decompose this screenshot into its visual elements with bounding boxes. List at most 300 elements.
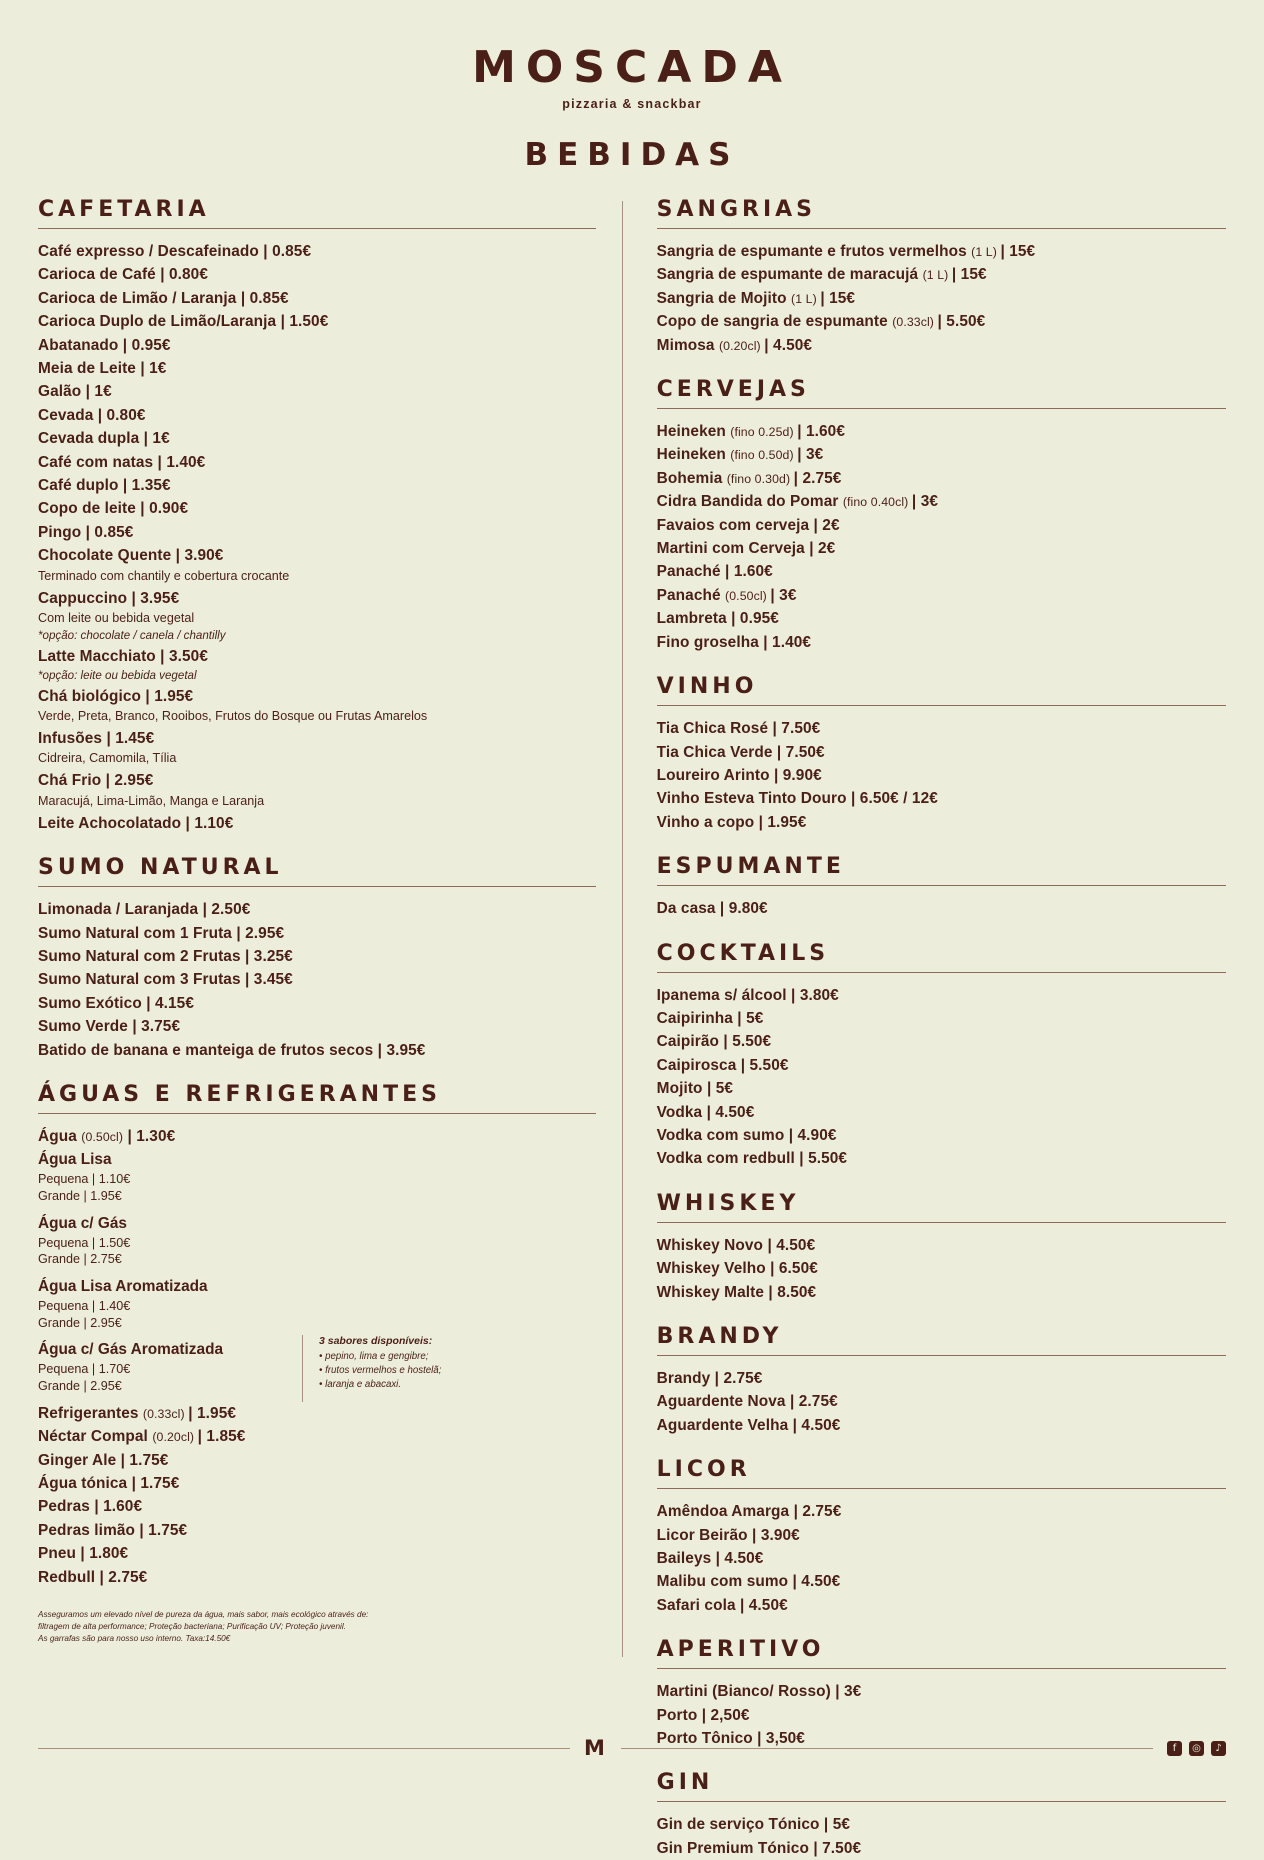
- list-item: [38, 404, 596, 427]
- item-text: Café expresso / Descafeinado | 0.85€: [38, 243, 312, 260]
- item-price: | 1.30€: [127, 1127, 176, 1145]
- section-rule: [657, 408, 1226, 409]
- item-name: Mojito: [656, 1080, 707, 1098]
- section-title: SUMO NATURAL: [38, 855, 283, 881]
- item-price: | 2.75€: [793, 469, 842, 487]
- item-name: Água c/ Gás Aromatizada: [38, 1341, 224, 1359]
- item-price: | 2.75€: [793, 1503, 842, 1521]
- item-name: Panaché: [656, 586, 726, 604]
- item-price: | 4.50€: [739, 1596, 788, 1614]
- list-item: [657, 240, 1226, 263]
- item-name: Loureiro Arinto: [656, 766, 774, 784]
- section-rule: [38, 886, 596, 887]
- item-text: Carioca Duplo de Limão/Laranja | 1.50€: [38, 313, 329, 331]
- item-text: Sumo Exótico | 4.15€: [38, 994, 194, 1012]
- item-price: | 3,50€: [757, 1730, 805, 1748]
- section-sumo-natural: [38, 855, 596, 1062]
- item-name: Cidra Bandida do Pomar: [656, 493, 843, 511]
- facebook-icon[interactable]: f: [1167, 1741, 1182, 1756]
- item-price: | 5.50€: [740, 1056, 789, 1074]
- item-text: Sumo Natural com 1 Fruta | 2.95€: [38, 924, 285, 942]
- list-item: [38, 992, 596, 1015]
- list-item: [38, 521, 596, 544]
- section-vinho: [657, 674, 1226, 834]
- page-footer: [38, 1736, 1226, 1760]
- list-item: [657, 741, 1226, 764]
- item-name: Caipirão: [656, 1033, 724, 1051]
- water-footnote: [38, 1609, 596, 1645]
- item-price: | 1.40€: [763, 633, 812, 651]
- item-text: Galão | 1€: [38, 383, 112, 401]
- list-item: [38, 427, 596, 450]
- item-text: Pingo | 0.85€: [38, 523, 134, 541]
- item-name: Tia Chica Rosé: [656, 720, 773, 738]
- item-name: Brandy: [656, 1370, 715, 1387]
- item-name: Porto: [656, 1706, 702, 1724]
- item-name: Heineken: [656, 446, 731, 464]
- item-size: (fino 0.25d): [730, 425, 798, 440]
- list-item: [38, 1402, 596, 1425]
- section-title: LICOR: [656, 1457, 751, 1483]
- section-title: BRANDY: [656, 1324, 783, 1349]
- list-item: [657, 560, 1226, 583]
- list-item: [657, 1257, 1226, 1280]
- item-name: Malibu com sumo: [656, 1573, 793, 1591]
- flavours-note: [302, 1335, 441, 1402]
- section-title: VINHO: [656, 674, 758, 700]
- item-price: | 15€: [820, 289, 856, 307]
- item-size: (0.50cl): [81, 1129, 124, 1144]
- list-item: [657, 897, 1226, 920]
- list-item: [657, 1007, 1226, 1030]
- item-price: | 1.95€: [758, 813, 807, 831]
- list-item: [38, 1472, 596, 1495]
- item-name: Vinho Esteva Tinto Douro: [656, 790, 851, 808]
- item-price: | 3€: [911, 493, 939, 511]
- item-name: Mimosa: [656, 336, 719, 354]
- item-price: | 2.75€: [714, 1370, 763, 1387]
- item-price: | 4.90€: [788, 1126, 837, 1144]
- item-size: (0.50cl): [725, 588, 771, 603]
- item-price: | 5€: [706, 1080, 734, 1098]
- item-size: (0.20cl): [718, 338, 765, 353]
- item-price: | 1.80€: [80, 1545, 129, 1563]
- footer-rule-right: [621, 1748, 1153, 1749]
- list-item: [657, 811, 1226, 834]
- item-name: Aguardente Nova: [656, 1393, 790, 1411]
- item-name: Ginger Ale: [38, 1451, 121, 1469]
- item-price: | 7.50€: [776, 743, 825, 761]
- item-price: | 4.50€: [715, 1550, 764, 1568]
- section-rule: [657, 705, 1226, 706]
- item-price: | 2.75€: [99, 1568, 148, 1586]
- item-name: Pneu: [38, 1545, 81, 1563]
- list-item: [38, 263, 596, 286]
- item-name: Caipirinha: [656, 1009, 738, 1027]
- list-item: [38, 898, 596, 921]
- list-item: [657, 607, 1226, 630]
- item-price: | 9.90€: [773, 766, 822, 784]
- item-text: Sumo Verde | 3.75€: [38, 1018, 181, 1036]
- item-price: | 3.90€: [752, 1526, 800, 1544]
- list-item: [38, 451, 596, 474]
- list-item: [657, 717, 1226, 740]
- list-item: [38, 357, 596, 380]
- list-item: [657, 1414, 1226, 1437]
- item-text: Infusões | 1.45€: [38, 729, 155, 747]
- list-item: [38, 587, 596, 610]
- list-item: [38, 380, 596, 403]
- list-item: [38, 685, 596, 708]
- item-price: | 15€: [951, 266, 987, 284]
- section-whiskey: [657, 1191, 1226, 1304]
- list-item: [657, 1101, 1226, 1124]
- note-item: • laranja e abacaxi.: [319, 1378, 402, 1390]
- item-price-line: Grande | 2.75€: [38, 1252, 122, 1267]
- item-text: Carioca de Limão / Laranja | 0.85€: [38, 289, 289, 307]
- list-item: [657, 420, 1226, 443]
- item-price: | 4.50€: [706, 1103, 755, 1121]
- item-text: Latte Macchiato | 3.50€: [38, 648, 208, 666]
- item-price: | 3€: [797, 446, 824, 464]
- page-title: BEBIDAS: [524, 137, 740, 173]
- footnote-line: Asseguramos um elevado nível de pureza da água, mais sabor, mais ecológico através de:: [38, 1609, 369, 1619]
- item-name: Lambreta: [656, 610, 732, 628]
- item-name: Tia Chica Verde: [656, 743, 777, 761]
- footnote-line: filtragem de alta performance; Proteção bacteriana; Purificação UV; Proteção juvenil.: [38, 1621, 346, 1631]
- item-price: | 5€: [737, 1009, 764, 1027]
- list-item: [657, 1390, 1226, 1413]
- section-rule: [38, 228, 596, 229]
- list-item: [38, 727, 596, 750]
- list-item: [657, 1077, 1226, 1100]
- item-price: | 1.60€: [94, 1498, 143, 1516]
- section-licor: [657, 1457, 1226, 1617]
- list-item: [38, 544, 596, 567]
- section-title: ESPUMANTE: [656, 854, 845, 880]
- item-text: Leite Achocolatado | 1.10€: [38, 814, 234, 832]
- note-item: • pepino, lima e gengibre;: [319, 1350, 429, 1362]
- item-text: Limonada / Laranjada | 2.50€: [38, 901, 251, 919]
- list-item: [38, 1125, 596, 1148]
- item-name: Gin Premium Tónico: [656, 1839, 814, 1857]
- water-item: [38, 1338, 288, 1394]
- list-item: [657, 310, 1226, 333]
- right-column: [623, 197, 1226, 1857]
- item-size: (fino 0.50d): [730, 448, 798, 463]
- section-cervejas: [657, 377, 1226, 654]
- item-price: | 1.60€: [725, 563, 773, 581]
- item-name: Água tónica: [38, 1474, 132, 1492]
- item-description: Maracujá, Lima-Limão, Manga e Laranja: [38, 793, 265, 808]
- item-price: | 5.50€: [937, 313, 986, 331]
- water-item: [38, 1275, 288, 1331]
- list-item: [657, 787, 1226, 810]
- item-price: | 3€: [835, 1683, 862, 1701]
- list-item: [657, 334, 1226, 357]
- item-name: Pedras: [38, 1498, 95, 1516]
- list-item: [657, 1680, 1226, 1703]
- list-item: [38, 474, 596, 497]
- section-rule: [38, 1113, 596, 1114]
- item-price: | 1.75€: [131, 1474, 180, 1492]
- item-name: Pedras limão: [38, 1521, 140, 1539]
- item-text: Cappuccino | 3.95€: [38, 589, 180, 607]
- list-item: [38, 1542, 596, 1565]
- list-item: [657, 764, 1226, 787]
- list-item: [657, 1054, 1226, 1077]
- footnote-line: As garrafas são para nosso uso interno. Taxa:14.50€: [38, 1633, 231, 1643]
- item-price: | 4.50€: [767, 1236, 816, 1254]
- item-price: | 2,50€: [701, 1706, 750, 1724]
- list-item: [38, 1015, 596, 1038]
- item-name: Whiskey Velho: [656, 1260, 771, 1278]
- list-item: [657, 1524, 1226, 1547]
- item-option: *opção: chocolate / canela / chantilly: [38, 629, 226, 643]
- item-name: Whiskey Novo: [656, 1236, 768, 1254]
- list-item: [38, 310, 596, 333]
- item-name: Martini com Cerveja: [656, 540, 810, 558]
- section-rule: [657, 885, 1226, 886]
- item-name: Whiskey Malte: [656, 1283, 769, 1301]
- item-name: Néctar Compal: [38, 1428, 153, 1446]
- item-name: Água Lisa Aromatizada: [38, 1278, 208, 1296]
- section-rule: [657, 228, 1226, 229]
- list-item: [38, 1495, 596, 1518]
- item-price: | 5.50€: [799, 1150, 848, 1168]
- item-name: Sangria de Mojito: [656, 289, 791, 307]
- list-item: [657, 1367, 1226, 1390]
- list-item: [657, 1281, 1226, 1304]
- item-name: Água: [38, 1127, 77, 1145]
- item-name: Amêndoa Amarga: [656, 1503, 794, 1521]
- item-name: Heineken: [656, 423, 731, 441]
- item-price: | 15€: [1000, 243, 1036, 260]
- section-title: CERVEJAS: [656, 377, 810, 403]
- item-text: Café duplo | 1.35€: [38, 477, 171, 495]
- item-text: Batido de banana e manteiga de frutos secos | 3.95€: [38, 1041, 426, 1059]
- item-price: | 0.95€: [731, 610, 779, 628]
- item-size: (1 L): [922, 268, 952, 283]
- list-item: [657, 1147, 1226, 1170]
- list-item: [657, 1030, 1226, 1053]
- section-rule: [657, 972, 1226, 973]
- list-item: [657, 1234, 1226, 1257]
- section-title: APERITIVO: [656, 1637, 825, 1663]
- item-size: (fino 0.30d): [726, 471, 794, 486]
- item-price: | 1.75€: [139, 1521, 188, 1539]
- section-aguas-e-refrigerantes: [38, 1082, 596, 1589]
- item-text: Chá biológico | 1.95€: [38, 687, 194, 705]
- item-name: Sangria de espumante e frutos vermelhos: [656, 243, 972, 260]
- item-name: Ipanema s/ álcool: [656, 986, 792, 1004]
- list-item: [657, 537, 1226, 560]
- item-price: | 2€: [809, 540, 836, 558]
- item-price: | 3.80€: [791, 986, 839, 1004]
- footer-rule-left: [38, 1748, 570, 1749]
- section-cafetaria: [38, 197, 596, 835]
- list-item: [38, 497, 596, 520]
- section-rule: [657, 1668, 1226, 1669]
- list-item: [657, 1570, 1226, 1593]
- item-name: Baileys: [656, 1550, 716, 1568]
- section-brandy: [657, 1324, 1226, 1437]
- list-item: [38, 645, 596, 668]
- water-item: [38, 1212, 288, 1268]
- item-name: Vodka com sumo: [656, 1126, 789, 1144]
- item-description: Terminado com chantily e cobertura crocante: [38, 568, 290, 583]
- brand-tagline: pizzaria & snackbar: [562, 97, 702, 111]
- list-item: [657, 443, 1226, 466]
- item-name: Sangria de espumante de maracujá: [656, 266, 923, 284]
- item-size: (1 L): [971, 245, 1001, 259]
- footer-monogram: M: [584, 1736, 607, 1760]
- item-description: Cidreira, Camomila, Tília: [38, 751, 177, 766]
- list-item: [657, 1837, 1226, 1860]
- item-text: Sumo Natural com 3 Frutas | 3.45€: [38, 971, 293, 989]
- item-name: Água c/ Gás: [38, 1214, 127, 1232]
- list-item: [657, 287, 1226, 310]
- list-item: [657, 1594, 1226, 1617]
- item-price: | 1.95€: [188, 1404, 237, 1422]
- item-name: Safari cola: [656, 1596, 740, 1614]
- section-rule: [657, 1488, 1226, 1489]
- item-description: Com leite ou bebida vegetal: [38, 611, 195, 626]
- list-item: [657, 490, 1226, 513]
- list-item: [657, 1704, 1226, 1727]
- item-text: Café com natas | 1.40€: [38, 453, 206, 471]
- list-item: [657, 1813, 1226, 1836]
- item-price: | 2€: [813, 516, 840, 534]
- instagram-icon[interactable]: ◎: [1189, 1741, 1204, 1756]
- item-price: | 2.75€: [789, 1393, 838, 1411]
- item-text: Chocolate Quente | 3.90€: [38, 547, 224, 565]
- item-size: (fino 0.40cl): [842, 495, 912, 510]
- item-price: | 7.50€: [772, 720, 821, 738]
- item-name: Refrigerantes: [38, 1404, 143, 1422]
- item-price: | 7.50€: [813, 1839, 862, 1857]
- item-text: Cevada | 0.80€: [38, 406, 146, 424]
- item-name: Copo de sangria de espumante: [656, 313, 893, 331]
- item-name: Vodka: [656, 1103, 707, 1121]
- item-name: Vodka com redbull: [656, 1150, 800, 1168]
- item-price: | 1.75€: [120, 1451, 169, 1469]
- item-price-line: Grande | 2.95€: [38, 1379, 122, 1394]
- item-name: Favaios com cerveja: [656, 516, 814, 534]
- item-name: Porto Tônico: [656, 1730, 758, 1748]
- item-price-line: Grande | 1.95€: [38, 1189, 122, 1204]
- item-name: Licor Beirão: [656, 1526, 753, 1544]
- item-price: | 4.50€: [792, 1416, 841, 1434]
- section-title: CAFETARIA: [38, 197, 210, 222]
- item-name: Da casa: [656, 900, 720, 918]
- section-title: GIN: [656, 1770, 714, 1796]
- item-price: | 6.50€ / 12€: [851, 790, 938, 808]
- section-rule: [657, 1355, 1226, 1356]
- list-item: [657, 263, 1226, 286]
- list-item: [38, 1449, 596, 1472]
- water-blocks: [38, 1148, 596, 1401]
- item-name: Gin de serviço Tónico: [656, 1816, 824, 1834]
- item-text: Abatanado | 0.95€: [38, 336, 171, 354]
- section-title: WHISKEY: [656, 1190, 800, 1216]
- section-title: SANGRIAS: [656, 197, 816, 222]
- list-item: [38, 922, 596, 945]
- item-description: Verde, Preta, Branco, Rooibos, Frutos do Bosque ou Frutas Amarelos: [38, 708, 428, 723]
- list-item: [38, 812, 596, 835]
- list-item: [657, 631, 1226, 654]
- left-column: [38, 197, 622, 1697]
- list-item: [38, 968, 596, 991]
- section-cocktails: [657, 941, 1226, 1171]
- item-name: Aguardente Velha: [656, 1416, 793, 1434]
- section-espumante: [657, 854, 1226, 920]
- section-gin: [657, 1770, 1226, 1860]
- note-item: • frutos vermelhos e hostelã;: [319, 1364, 442, 1376]
- item-size: (0.20cl): [152, 1430, 198, 1445]
- item-price: | 5€: [823, 1816, 851, 1834]
- list-item: [657, 514, 1226, 537]
- item-price-line: Pequena | 1.70€: [38, 1362, 131, 1377]
- list-item: [38, 1566, 596, 1589]
- list-item: [38, 1039, 596, 1062]
- item-name: Vinho a copo: [656, 813, 759, 831]
- item-option: *opção: leite ou bebida vegetal: [38, 668, 197, 682]
- list-item: [657, 467, 1226, 490]
- water-item: [38, 1148, 288, 1204]
- item-text: Cevada dupla | 1€: [38, 430, 170, 448]
- item-name: Martini (Bianco/ Rosso): [656, 1683, 836, 1701]
- list-item: [38, 287, 596, 310]
- item-text: Chá Frio | 2.95€: [38, 772, 154, 790]
- list-item: [38, 240, 596, 263]
- item-text: Copo de leite | 0.90€: [38, 500, 189, 518]
- item-price: | 6.50€: [770, 1260, 818, 1278]
- item-name: Fino groselha: [656, 633, 764, 651]
- item-price-line: Pequena | 1.50€: [38, 1235, 131, 1250]
- social-icons: [1167, 1741, 1226, 1756]
- list-item: [657, 1124, 1226, 1147]
- item-price: | 4.50€: [792, 1573, 841, 1591]
- item-name: Panaché: [656, 563, 726, 581]
- item-name: Bohemia: [656, 469, 727, 487]
- item-text: Carioca de Café | 0.80€: [38, 266, 209, 284]
- list-item: [657, 584, 1226, 607]
- list-item: [657, 1547, 1226, 1570]
- item-price-line: Grande | 2.95€: [38, 1315, 122, 1330]
- item-text: Sumo Natural com 2 Frutas | 3.25€: [38, 947, 293, 965]
- section-title: COCKTAILS: [656, 940, 830, 966]
- item-size: (1 L): [791, 291, 821, 306]
- section-aperitivo: [657, 1637, 1226, 1750]
- list-item: [38, 1425, 596, 1448]
- section-sangrias: [657, 197, 1226, 357]
- section-title: ÁGUAS E REFRIGERANTES: [38, 1081, 441, 1107]
- brand-name: MOSCADA: [472, 42, 792, 93]
- item-size: (0.33cl): [892, 315, 938, 330]
- tiktok-icon[interactable]: ♪: [1211, 1741, 1226, 1756]
- list-item: [38, 769, 596, 792]
- section-rule: [657, 1222, 1226, 1223]
- item-price: | 8.50€: [768, 1283, 817, 1301]
- item-price: | 5.50€: [723, 1033, 772, 1051]
- list-item: [657, 984, 1226, 1007]
- item-price: | 1.85€: [197, 1428, 246, 1446]
- item-size: (0.33cl): [142, 1406, 189, 1421]
- list-item: [38, 334, 596, 357]
- section-rule: [657, 1801, 1226, 1802]
- item-name: Água Lisa: [38, 1151, 112, 1169]
